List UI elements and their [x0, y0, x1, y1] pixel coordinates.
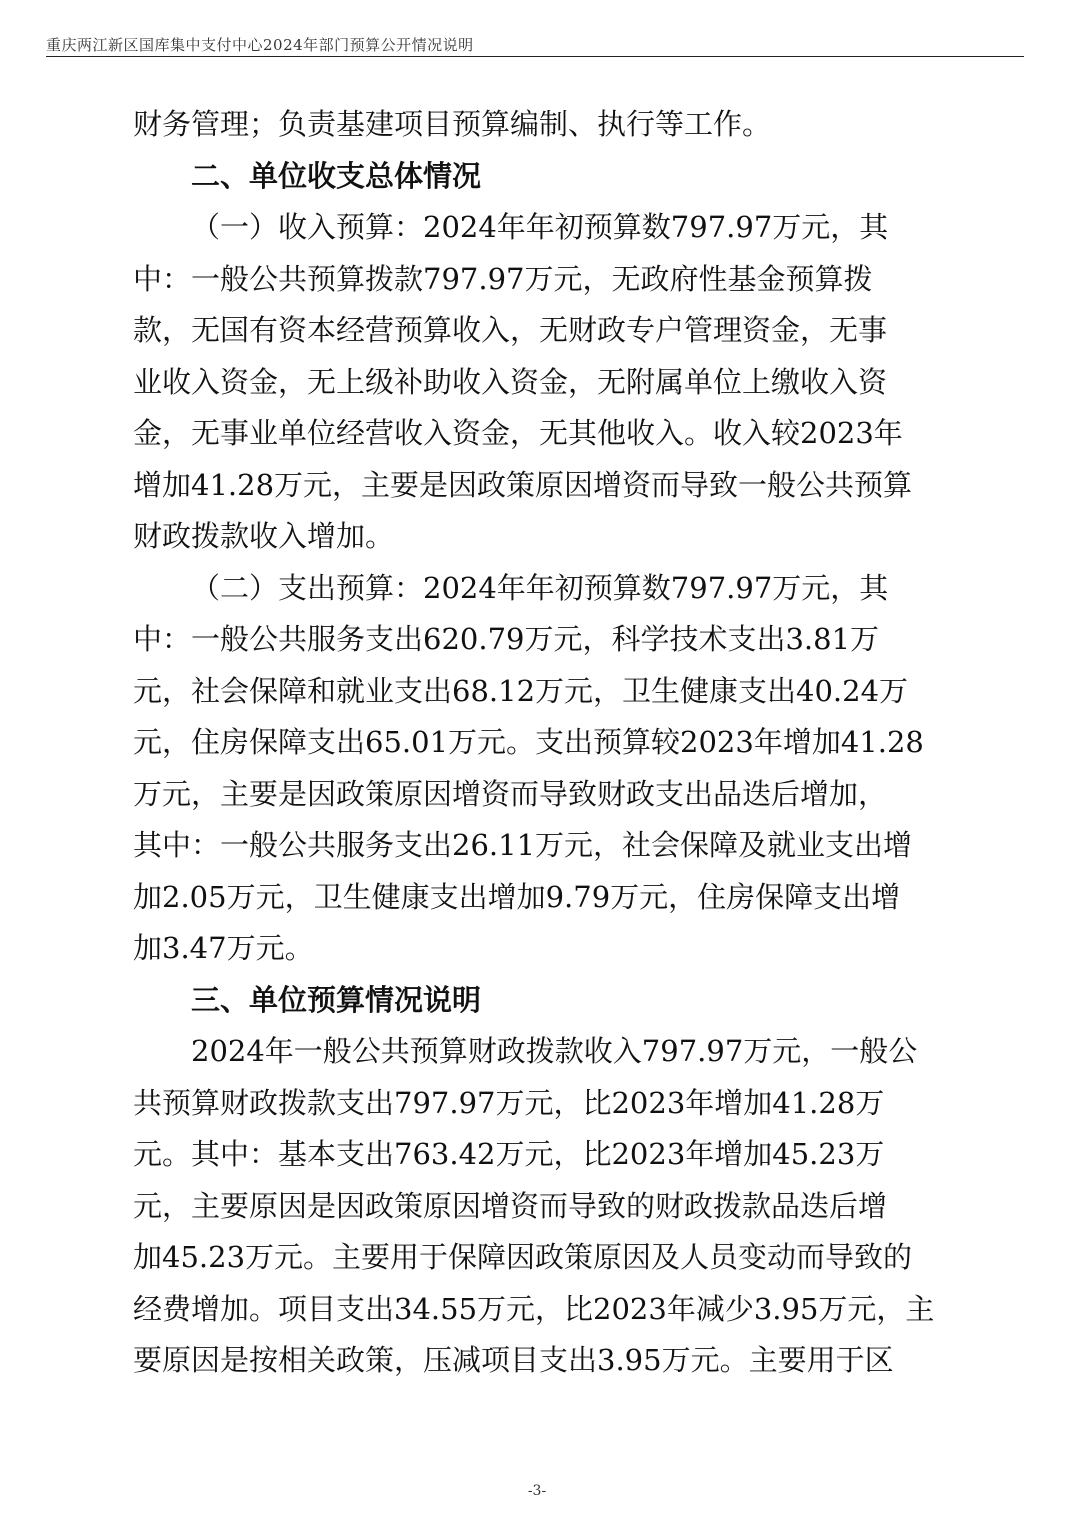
page-header-title: 重庆两江新区国库集中支付中心2024年部门预算公开情况说明: [46, 36, 474, 54]
text-line: 金，无事业单位经营收入资金，无其他收入。收入较2023年: [133, 416, 903, 450]
text-line: 其中：一般公共服务支出26.11万元，社会保障及就业支出增: [133, 828, 913, 862]
text-line: 增加41.28万元，主要是因政策原因增资而导致一般公共预算: [133, 468, 913, 502]
text-line: 要原因是按相关政策，压减项目支出3.95万元。主要用于区: [133, 1343, 894, 1377]
text-line: 加3.47万元。: [133, 931, 314, 965]
section-heading: 二、单位收支总体情况: [191, 159, 482, 193]
text-line: 业收入资金，无上级补助收入资金，无附属单位上缴收入资: [133, 365, 888, 399]
text-line: 款，无国有资本经营预算收入，无财政专户管理资金，无事: [133, 313, 888, 347]
text-line: 中：一般公共服务支出620.79万元，科学技术支出3.81万: [133, 622, 880, 656]
text-line: 万元，主要是因政策原因增资而导致财政支出品迭后增加，: [133, 777, 888, 811]
text-line: 中：一般公共预算拨款797.97万元，无政府性基金预算拨: [133, 262, 873, 296]
text-line: 2024年一般公共预算财政拨款收入797.97万元，一般公: [191, 1034, 918, 1068]
text-line: 财务管理；负责基建项目预算编制、执行等工作。: [133, 107, 772, 141]
text-line: 经费增加。项目支出34.55万元，比2023年减少3.95万元，主: [133, 1292, 935, 1326]
text-line: 共预算财政拨款支出797.97万元，比2023年增加41.28万: [133, 1086, 885, 1120]
text-line: 财政拨款收入增加。: [133, 519, 395, 553]
text-line: 元。其中：基本支出763.42万元，比2023年增加45.23万: [133, 1137, 885, 1171]
section-heading: 三、单位预算情况说明: [191, 983, 482, 1017]
text-line: 元，主要原因是因政策原因增资而导致的财政拨款品迭后增: [133, 1189, 888, 1223]
text-line: 加45.23万元。主要用于保障因政策原因及人员变动而导致的: [133, 1240, 913, 1274]
header-divider: [46, 56, 1024, 57]
text-line: 加2.05万元，卫生健康支出增加9.79万元，住房保障支出增: [133, 880, 901, 914]
text-line: 元，住房保障支出65.01万元。支出预算较2023年增加41.28: [133, 725, 924, 759]
text-line: 元，社会保障和就业支出68.12万元，卫生健康支出40.24万: [133, 674, 909, 708]
text-line: （二）支出预算：2024年年初预算数797.97万元，其: [191, 571, 889, 605]
page-number: -3-: [527, 1483, 547, 1499]
text-line: （一）收入预算：2024年年初预算数797.97万元，其: [191, 210, 889, 244]
